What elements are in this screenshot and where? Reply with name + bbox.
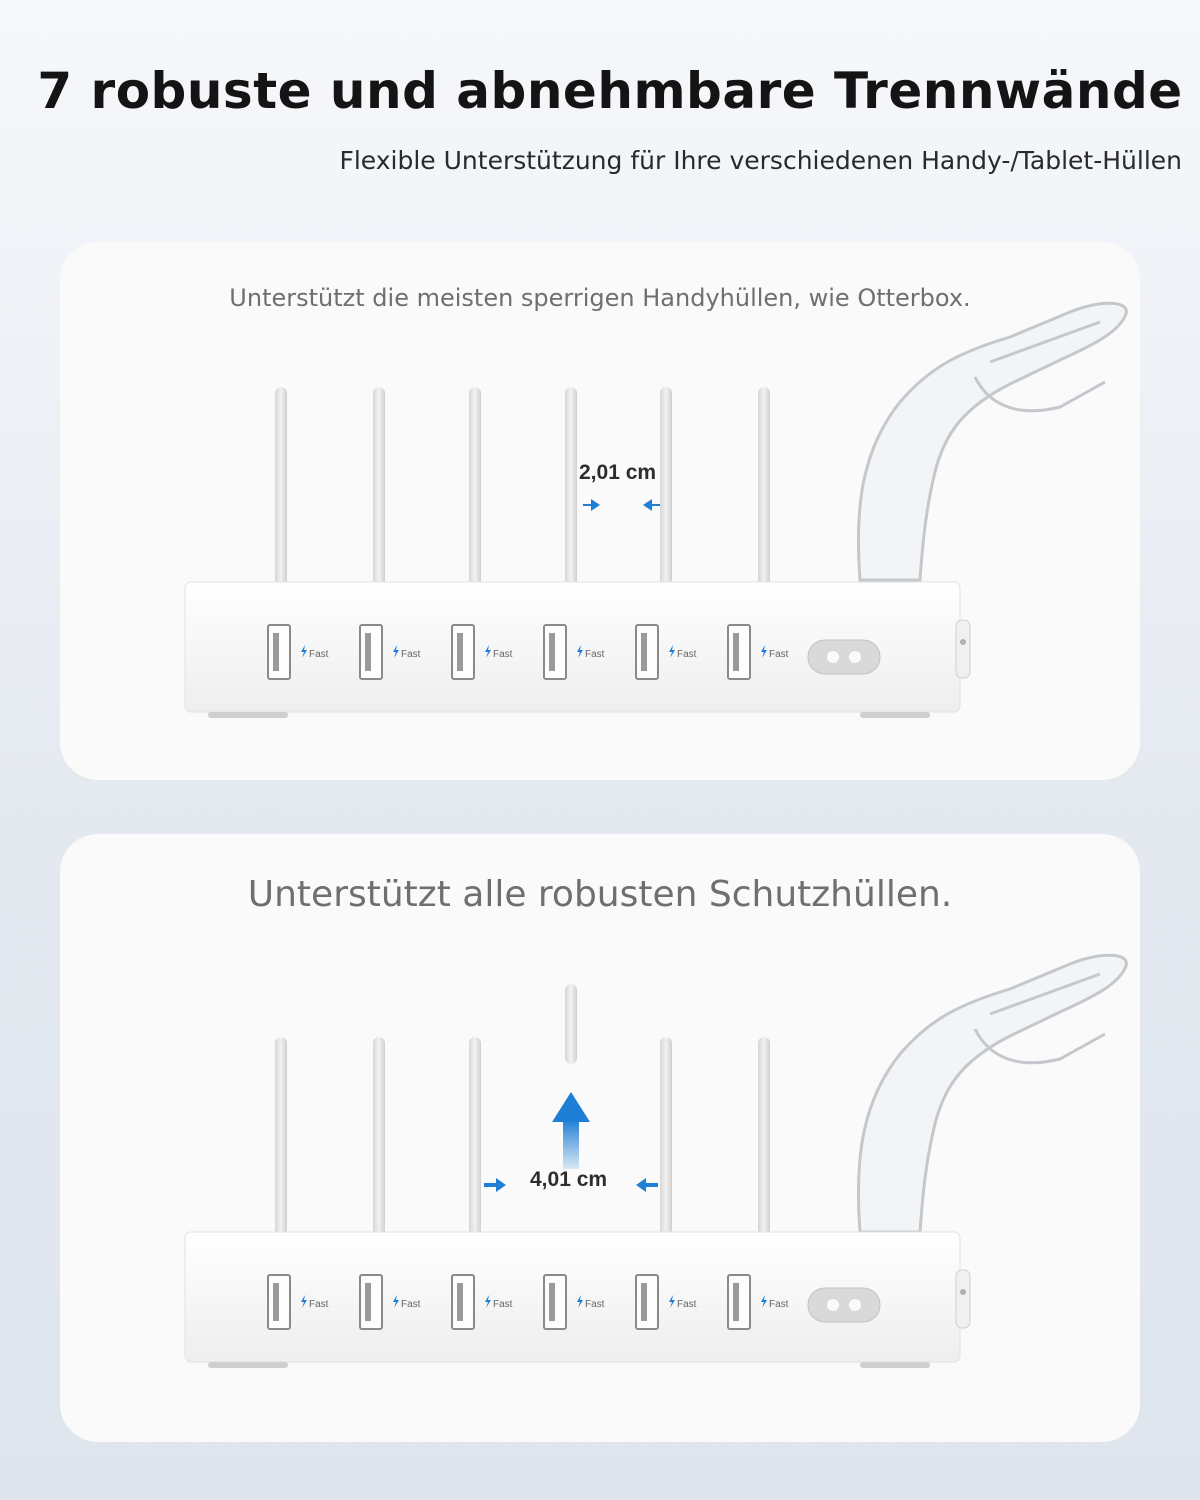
page-subtitle: Flexible Unterstützung für Ihre verschiedenen Handy-/Tablet-Hüllen xyxy=(339,146,1182,175)
power-switch-icon xyxy=(956,620,970,678)
usb-port-icon xyxy=(728,1275,750,1329)
port-fast-label: Fast xyxy=(677,649,697,660)
panel-card-2 xyxy=(60,834,1140,1442)
usb-port-icon xyxy=(360,625,382,679)
divider xyxy=(660,1037,672,1239)
usb-port-icon xyxy=(544,625,566,679)
power-socket-icon xyxy=(808,640,880,674)
tablet-holder xyxy=(858,955,1126,1232)
usb-port-icon xyxy=(636,1275,658,1329)
measurement-label: 4,01 cm xyxy=(530,1168,608,1191)
arrow-left-icon xyxy=(643,499,660,511)
page-title: 7 robuste und abnehmbare Trennwände xyxy=(37,62,1183,120)
divider xyxy=(373,387,385,587)
divider xyxy=(758,1037,770,1239)
panel-card-1 xyxy=(60,242,1140,780)
divider xyxy=(660,387,672,587)
divider-row xyxy=(275,387,770,587)
arrow-up-icon xyxy=(552,1092,590,1169)
divider xyxy=(373,1037,385,1239)
usb-port-icon xyxy=(268,1275,290,1329)
port-fast-label: Fast xyxy=(401,1299,421,1310)
charging-station-illustration xyxy=(60,834,1140,1442)
arrow-right-icon xyxy=(583,499,600,511)
usb-port-icon xyxy=(452,1275,474,1329)
usb-port-icon xyxy=(728,625,750,679)
divider xyxy=(758,387,770,587)
divider xyxy=(469,1037,481,1239)
tablet-holder xyxy=(858,303,1126,580)
charging-station-illustration xyxy=(60,242,1140,780)
usb-port-icon xyxy=(636,625,658,679)
port-fast-label: Fast xyxy=(309,649,329,660)
raised-divider xyxy=(565,984,577,1064)
divider xyxy=(469,387,481,587)
usb-port-icon xyxy=(452,625,474,679)
port-fast-label: Fast xyxy=(769,649,789,660)
divider xyxy=(275,1037,287,1239)
panel-caption: Unterstützt die meisten sperrigen Handyhüllen, wie Otterbox. xyxy=(229,284,971,312)
port-fast-label: Fast xyxy=(677,1299,697,1310)
port-fast-label: Fast xyxy=(585,649,605,660)
port-fast-label: Fast xyxy=(493,1299,513,1310)
port-fast-label: Fast xyxy=(769,1299,789,1310)
arrow-left-icon xyxy=(636,1178,658,1192)
divider-row xyxy=(275,984,770,1239)
power-switch-icon xyxy=(956,1270,970,1328)
usb-port-icon xyxy=(268,625,290,679)
panel-caption: Unterstützt alle robusten Schutzhüllen. xyxy=(247,874,953,915)
port-fast-label: Fast xyxy=(309,1299,329,1310)
measurement-label: 2,01 cm xyxy=(579,461,657,484)
port-fast-label: Fast xyxy=(401,649,421,660)
usb-port-icon xyxy=(360,1275,382,1329)
usb-port-icon xyxy=(544,1275,566,1329)
port-fast-label: Fast xyxy=(493,649,513,660)
divider xyxy=(275,387,287,587)
power-socket-icon xyxy=(808,1288,880,1322)
divider xyxy=(565,387,577,587)
arrow-right-icon xyxy=(484,1178,506,1192)
port-fast-label: Fast xyxy=(585,1299,605,1310)
